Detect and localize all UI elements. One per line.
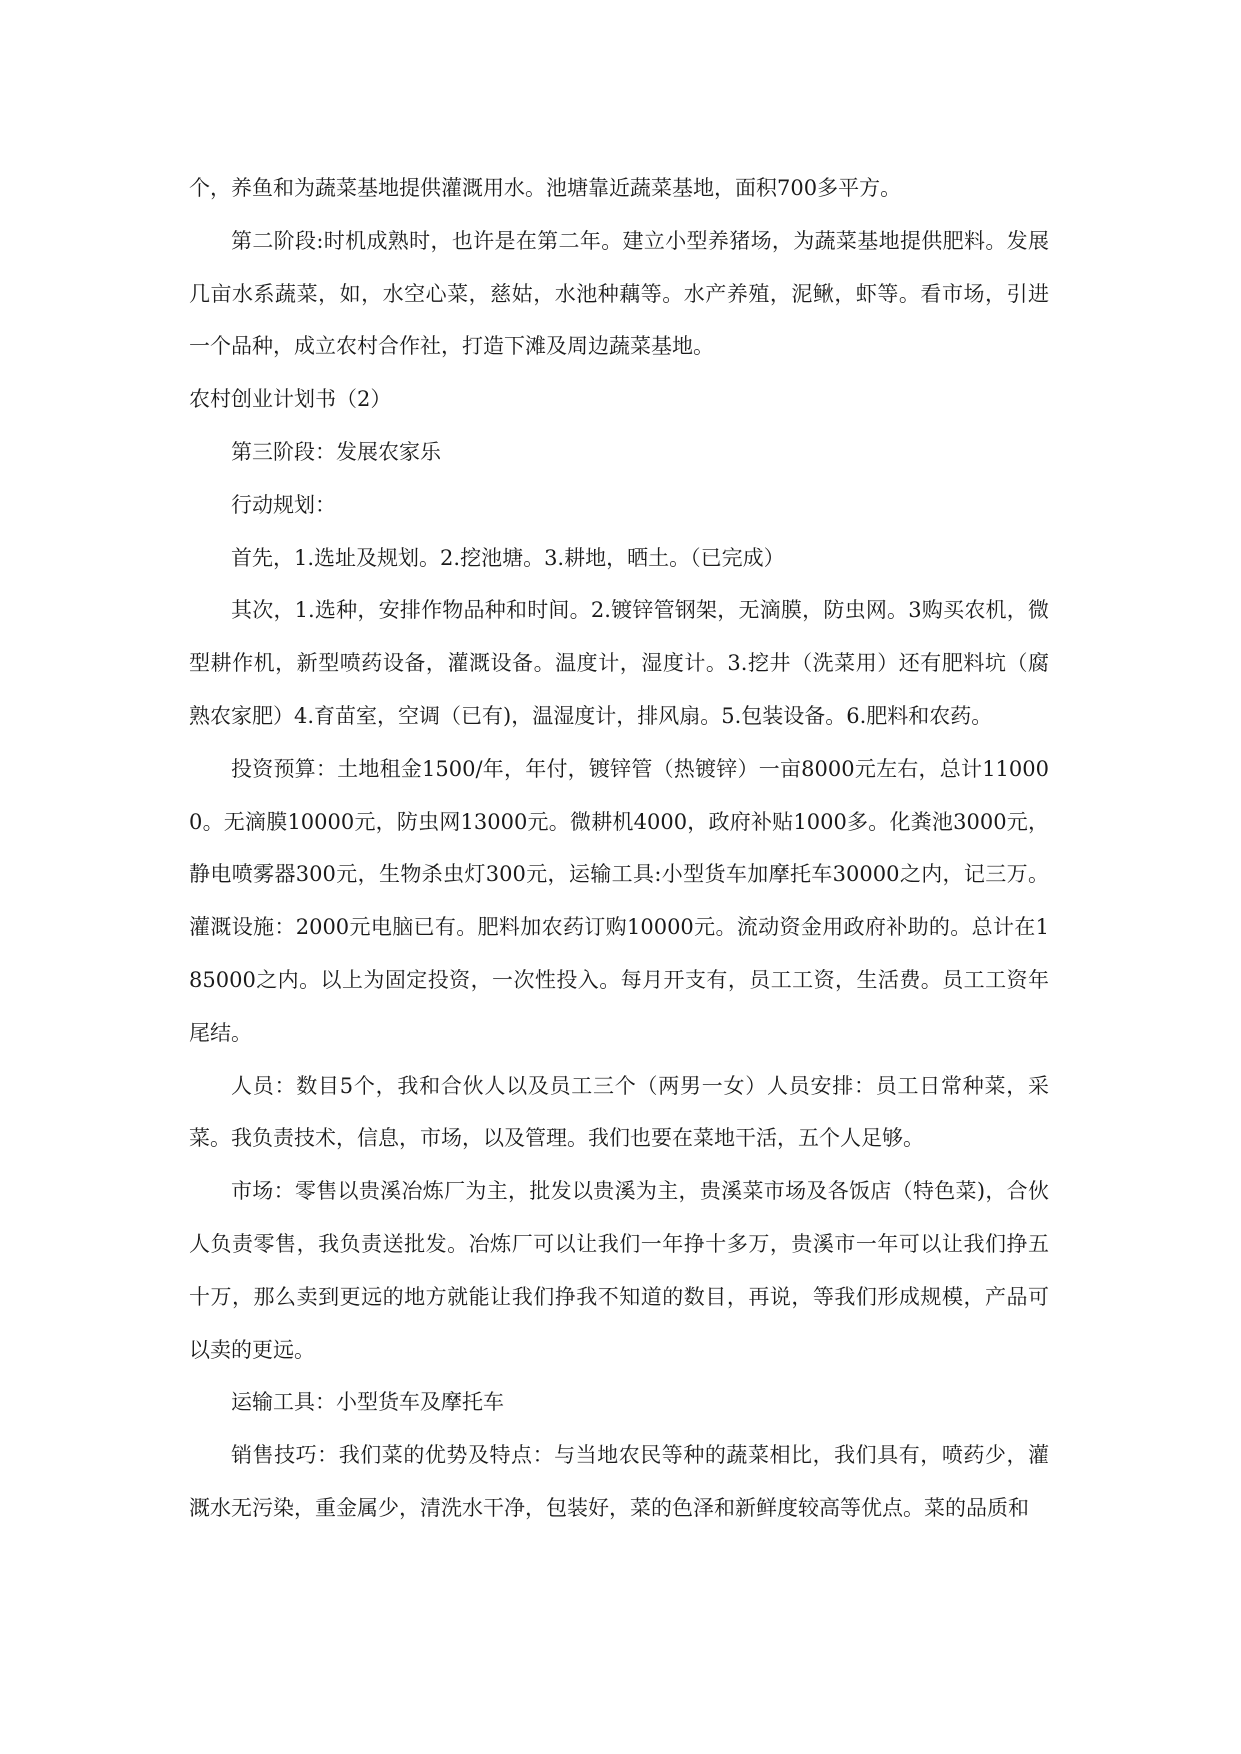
paragraph-stage-two: 第二阶段:时机成熟时，也许是在第二年。建立小型养猪场，为蔬菜基地提供肥料。发展几亩水系蔬菜，如，水空心菜，慈姑，水池种藕等。水产养殖，泥鳅，虾等。看市场，引进一个品种，成立农村合作社，打造下滩及周边蔬菜基地。 xyxy=(189,228,1049,359)
paragraph-action-plan: 行动规划： xyxy=(231,492,336,517)
paragraph-sales-skills: 销售技巧：我们菜的优势及特点：与当地农民等种的蔬菜相比，我们具有，喷药少，灌溉水无污染，重金属少，清洗水干净，包装好，菜的色泽和新鲜度较高等优点。菜的品质和 xyxy=(189,1443,1049,1520)
paragraph-personnel: 人员：数目5个，我和合伙人以及员工三个（两男一女）人员安排：员工日常种菜，采菜。我负责技术，信息，市场，以及管理。我们也要在菜地干活，五个人足够。 xyxy=(189,1073,1049,1151)
paragraph-investment-budget: 投资预算：土地租金1500/年，年付，镀锌管（热镀锌）一亩8000元左右，总计110000。无滴膜10000元，防虫网13000元。微耕机4000，政府补贴1000多。化粪池3000元，静电喷雾器300元，生物杀虫灯300元，运输工具:小型货车加摩托车30000之内，记三万。灌溉设施：2000元电脑已有。肥料加农药订购10000元。流动资金用政府补助的。总计在185000之内。以上为固定投资，一次性投入。每月开支有，员工工资，生活费。员工工资年尾结。 xyxy=(189,756,1049,1045)
paragraph-transport: 运输工具：小型货车及摩托车 xyxy=(231,1390,504,1415)
paragraph-first-steps: 首先，1.选址及规划。2.挖池塘。3.耕地，晒土。（已完成） xyxy=(231,545,785,570)
paragraph-market: 市场：零售以贵溪冶炼厂为主，批发以贵溪为主，贵溪菜市场及各饭店（特色菜)，合伙人负责零售，我负责送批发。冶炼厂可以让我们一年挣十多万，贵溪市一年可以让我们挣五十万，那么卖到更远的地方就能让我们挣我不知道的数目，再说，等我们形成规模，产品可以卖的更远。 xyxy=(189,1179,1049,1362)
document-body xyxy=(189,162,1049,1535)
paragraph-pond-irrigation: 个，养鱼和为蔬菜基地提供灌溉用水。池塘靠近蔬菜基地，面积700多平方。 xyxy=(189,176,902,200)
section-heading: 农村创业计划书（2） xyxy=(189,387,392,412)
paragraph-second-steps: 其次，1.选种，安排作物品种和时间。2.镀锌管钢架，无滴膜，防虫网。3购买农机，微型耕作机，新型喷药设备，灌溉设备。温度计，湿度计。3.挖井（洗菜用）还有肥料坑（腐熟农家肥）4.育苗室，空调（已有)，温湿度计，排风扇。5.包装设备。6.肥料和农药。 xyxy=(189,598,1049,728)
paragraph-stage-three: 第三阶段：发展农家乐 xyxy=(231,439,441,464)
